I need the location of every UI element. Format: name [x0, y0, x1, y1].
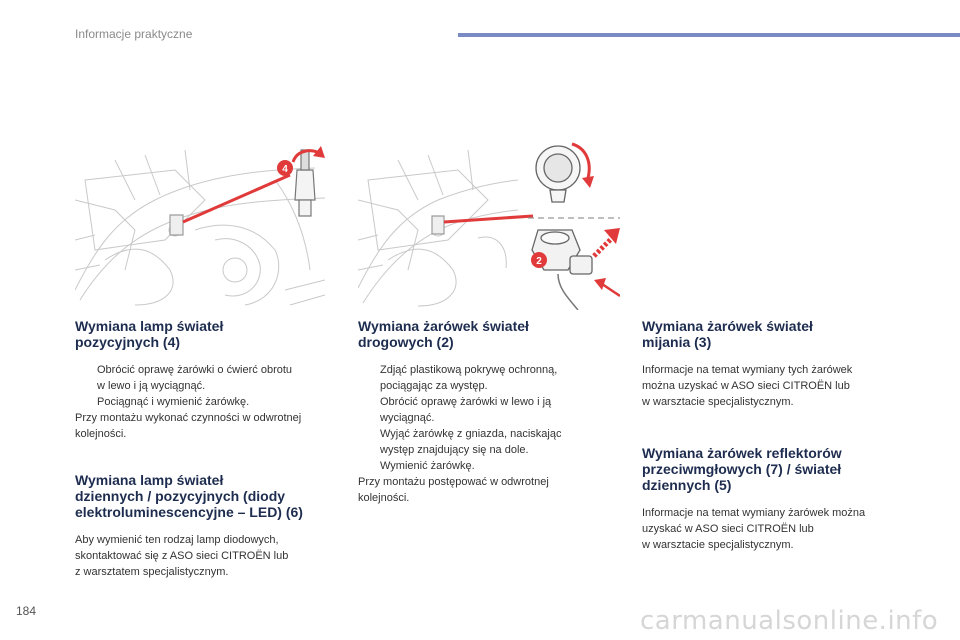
list-item: Wymienić żarówkę.	[380, 460, 475, 472]
illustration-position-lamp	[75, 140, 325, 310]
section-heading: Wymiana żarówek reflektorów przeciwmgłowych (7) / świateł dziennych (5)	[642, 445, 842, 493]
section-position-lamps	[75, 318, 337, 442]
section-text: Informacje na temat wymiany tych żarówek można uzyskać w ASO sieci CITROËN lub w warsztacie specjalistycznym.	[642, 364, 853, 408]
headlamp-drawing-middle	[358, 138, 620, 310]
section-heading: Wymiana żarówek świateł mijania (3)	[642, 318, 813, 350]
section-text: Aby wymienić ten rodzaj lamp diodowych, skontaktować się z ASO sieci CITROËN lub z warsztatem specjalistycznym.	[75, 534, 289, 578]
step-list	[358, 362, 608, 474]
callout-4: 4	[282, 164, 288, 175]
callout-2: 2	[536, 256, 542, 267]
headlamp-drawing-left	[75, 140, 325, 310]
list-item: Obrócić oprawę żarówki o ćwierć obrotu w lewo i ją wyciągnąć.	[97, 364, 293, 392]
section-note: Przy montażu wykonać czynności w odwrotnej kolejności.	[75, 412, 302, 440]
section-dipped-beam	[642, 318, 902, 410]
list-item: Wyjąć żarówkę z gniazda, naciskając występ znajdujący się na dole.	[380, 428, 562, 456]
section-title: Informacje praktyczne	[75, 27, 193, 41]
header-accent-bar	[458, 33, 960, 37]
section-heading: Wymiana lamp świateł dziennych / pozycyjnych (diody elektroluminescencyjne – LED) (6)	[75, 472, 303, 520]
section-main-beam	[358, 318, 608, 506]
illustration-main-beam	[358, 138, 620, 310]
section-text: Informacje na temat wymiany żarówek można uzyskać w ASO sieci CITROËN lub w warsztacie specjalistycznym.	[642, 507, 866, 551]
section-note: Przy montażu postępować w odwrotnej kolejności.	[358, 476, 549, 504]
section-fog-lamps	[642, 445, 902, 553]
section-heading: Wymiana lamp świateł pozycyjnych (4)	[75, 318, 224, 350]
step-list	[75, 362, 337, 410]
list-item: Obrócić oprawę żarówki w lewo i ją wyciągnąć.	[380, 396, 552, 424]
section-led-lamps	[75, 472, 345, 580]
list-item: Pociągnąć i wymienić żarówkę.	[97, 396, 250, 408]
section-heading: Wymiana żarówek świateł drogowych (2)	[358, 318, 529, 350]
list-item: Zdjąć plastikową pokrywę ochronną, pociągając za występ.	[380, 364, 558, 392]
page-number: 184	[16, 604, 37, 618]
watermark-logo: carmanualsonline.info	[640, 606, 939, 636]
